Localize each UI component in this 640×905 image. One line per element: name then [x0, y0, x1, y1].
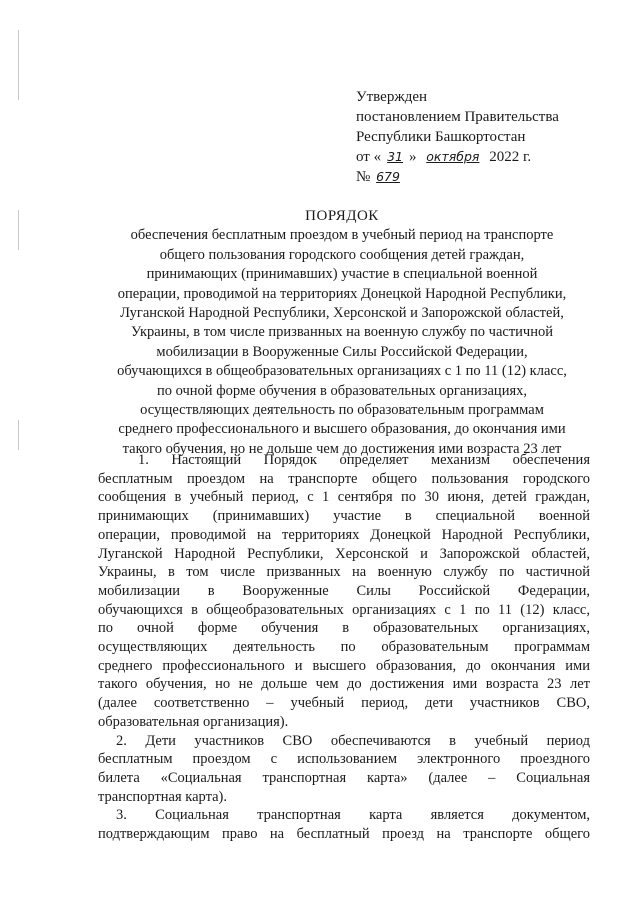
paragraph-1-line: Украины, в том числе призванных на военную службу по частичной [98, 564, 590, 581]
title-line: Украины, в том числе призванных на военную службу по частичной [130, 324, 553, 341]
date-separator: » [409, 149, 417, 165]
approval-date [356, 147, 559, 167]
title-line: среднего профессионального и высшего образования, до окончания ими [118, 421, 566, 438]
title-line: по очной форме обучения в образовательных организациях, [157, 382, 527, 399]
title-line: Луганской Народной Республики, Херсонской и Запорожской областей, [120, 305, 564, 322]
paragraph-1-line: сообщения в учебный период, с 1 сентября по 30 июня, детей граждан, [98, 489, 590, 506]
paragraph-2-line: транспортная карта). [98, 788, 228, 805]
title-line: такого обучения, но не дольше чем до достижения ими возраста 23 лет [122, 440, 562, 457]
title-heading: ПОРЯДОК [305, 208, 379, 224]
approval-stamp [356, 87, 559, 187]
paragraph-1-line: (далее соответственно – учебный период, дети участников СВО, [98, 695, 590, 712]
approval-number [356, 167, 559, 187]
paragraph-1-line: осуществляющих деятельность по образовательным программам [98, 639, 590, 656]
paragraph-1-line: обучающихся в общеобразовательных организациях с 1 по 11 (12) класс, [98, 601, 590, 618]
binding-margin-mark [18, 210, 19, 250]
approval-line-approved: Утвержден [356, 89, 428, 105]
binding-margin-mark [18, 420, 19, 450]
number-prefix: № [356, 169, 371, 185]
title-line: общего пользования городского сообщения детей граждан, [159, 246, 525, 263]
paragraph-2-line: билета «Социальная транспортная карта» (далее – Социальная [98, 769, 590, 786]
title-line: обеспечения бесплатным проездом в учебный период на транспорте [130, 227, 554, 244]
paragraph-1-line: 1. Настоящий Порядок определяет механизм обеспечения [138, 452, 590, 468]
title-line: операции, проводимой на территориях Донецкой Народной Республики, [117, 285, 567, 302]
resolution-number: 679 [376, 169, 400, 184]
date-prefix: от « [356, 149, 382, 165]
date-month: октября [426, 149, 480, 164]
paragraph-1-line: такого обучения, но не дольше чем до достижения ими возраста 23 лет [98, 676, 590, 693]
paragraph-1-line: среднего профессионального и высшего образования, до окончания ими [98, 657, 590, 674]
date-day: 31 [387, 149, 404, 164]
title-line: осуществляющих деятельность по образовательным программам [140, 402, 544, 419]
paragraph-3-line: 3. Социальная транспортная карта является документом, [116, 807, 590, 824]
document-title [92, 207, 592, 459]
date-year: 2022 г. [489, 149, 532, 165]
paragraph-2-line: бесплатным проездом с использованием электронного проездного [98, 751, 590, 768]
binding-margin-mark [18, 30, 19, 100]
document-body [98, 451, 590, 844]
paragraph-1-line: Луганской Народной Республики, Херсонской и Запорожской областей, [98, 545, 590, 562]
paragraph-1-line: принимающих (принимавших) участие в специальной военной [98, 508, 590, 525]
paragraph-1-line: бесплатным проездом на транспорте общего пользования городского [98, 470, 590, 487]
approval-line-republic: Республики Башкортостан [356, 129, 526, 145]
title-line: обучающихся в общеобразовательных организациях с 1 по 11 (12) класс, [117, 363, 567, 380]
title-line: мобилизации в Вооруженные Силы Российской Федерации, [156, 343, 528, 360]
paragraph-1-line: по очной форме обучения в образовательных организациях, [98, 620, 590, 637]
paragraph-3-line: подтверждающим право на бесплатный проезд на транспорте общего [98, 826, 590, 843]
paragraph-1-line: операции, проводимой на территориях Донецкой Народной Республики, [98, 526, 590, 543]
approval-line-resolution: постановлением Правительства [356, 109, 559, 125]
paragraph-1-line: образовательная организация). [98, 713, 289, 730]
title-line: принимающих (принимавших) участие в специальной военной [146, 266, 538, 283]
paragraph-1-line: мобилизации в Вооруженные Силы Российской Федерации, [98, 582, 590, 599]
paragraph-2-line: 2. Дети участников СВО обеспечиваются в учебный период [116, 732, 590, 749]
